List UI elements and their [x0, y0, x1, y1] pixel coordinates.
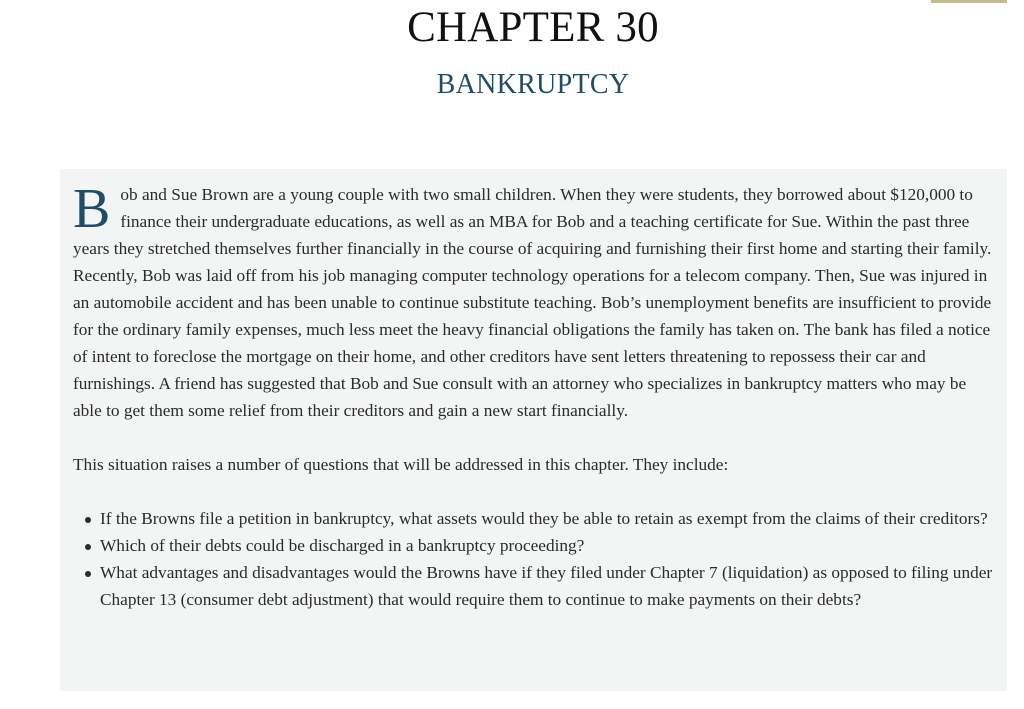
top-decorative-rule [931, 0, 1007, 3]
question-list [73, 505, 993, 613]
bullet-icon [85, 571, 91, 577]
question-item [73, 559, 993, 613]
case-paragraph [73, 178, 993, 424]
case-body-text: ob and Sue Brown are a young couple with two small children. When they were students, they borrowed about $120,000 to finance their undergraduate educations, as well as an MBA for Bob and a teaching certificate for Sue. Within the past three years they stretched themselves further financially in the course of acquiring and furnishing their first home and starting their family. Recently, Bob was laid off from his job managing computer technology operations for a telecom company. Then, Sue was injured in an automobile accident and has been unable to continue substitute teaching. Bob’s unemployment benefits are insufficient to provide for the ordinary family expenses, much less meet the heavy financial obligations the family has taken on. The bank has filed a notice of intent to foreclose the mortgage on their home, and other creditors have sent letters threatening to repossess their car and furnishings. A friend has suggested that Bob and Sue consult with an attorney who specializes in bankruptcy matters who may be able to get them some relief from their creditors and gain a new start financially. [73, 185, 992, 420]
question-text: What advantages and disadvantages would the Browns have if they filed under Chapter 7 (liquidation) as opposed to filing under Chapter 13 (consumer debt adjustment) that would require them to continue to make payments on their debts? [100, 563, 993, 609]
opening-case-box [60, 169, 1007, 691]
question-item [73, 532, 993, 559]
bullet-icon [85, 517, 91, 523]
questions-intro: This situation raises a number of questions that will be addressed in this chapter. They include: [73, 455, 729, 474]
chapter-title: CHAPTER 30 [407, 4, 659, 51]
question-item [73, 505, 993, 532]
question-text: Which of their debts could be discharged in a bankruptcy proceeding? [100, 536, 585, 555]
drop-cap: B [73, 178, 111, 240]
question-text: If the Browns file a petition in bankruptcy, what assets would they be able to retain as exempt from the claims of their creditors? [100, 509, 988, 528]
bullet-icon [85, 544, 91, 550]
chapter-subtitle: BANKRUPTCY [436, 69, 630, 100]
